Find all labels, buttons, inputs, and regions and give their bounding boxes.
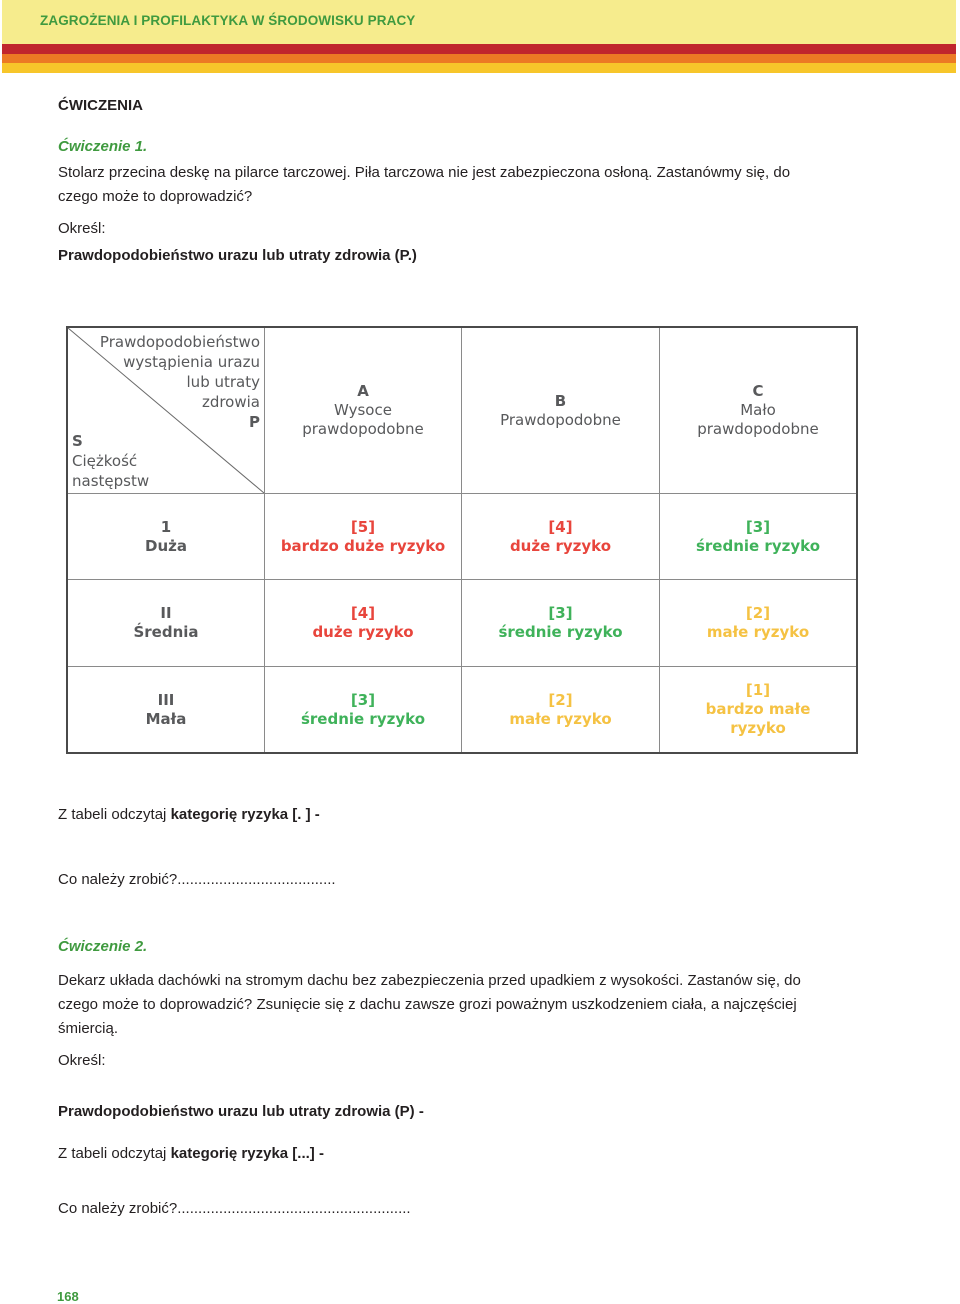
row-header-2: [68, 580, 264, 666]
risk-category: [2]: [548, 690, 573, 709]
risk-label: średnie ryzyko: [300, 709, 425, 728]
exercise2-text-line3: śmiercią.: [58, 1020, 119, 1037]
risk-cell: [462, 580, 659, 666]
risk-category: [3]: [350, 690, 376, 709]
column-label: Mało: [740, 401, 776, 419]
risk-cell: [265, 667, 461, 752]
exercise2-title: Ćwiczenie 2.: [58, 938, 148, 955]
read-category-bold: kategorię ryzyka [. ] -: [170, 806, 320, 823]
risk-category: [4]: [548, 517, 573, 536]
corner-text: Ciężkość: [72, 452, 138, 470]
column-header-b: [462, 328, 659, 493]
risk-category: [3]: [745, 517, 771, 536]
risk-matrix-table: [66, 326, 858, 754]
exercise1-probability: Prawdopodobieństwo urazu lub utraty zdrowia (P.): [58, 247, 417, 264]
risk-category: [4]: [350, 604, 376, 622]
exercise1-determine: Określ:: [58, 220, 106, 237]
row-label: Mała: [145, 709, 187, 728]
risk-label: bardzo małe ryzyko: [705, 700, 811, 737]
row-code: II: [160, 604, 172, 622]
risk-label: średnie ryzyko: [695, 536, 820, 555]
column-code: A: [357, 382, 369, 400]
risk-label: małe ryzyko: [509, 709, 612, 728]
row-code: III: [157, 690, 175, 709]
risk-label: bardzo duże ryzyko: [280, 536, 446, 555]
page-number: 168: [57, 1289, 79, 1304]
section-title: ĆWICZENIA: [58, 97, 143, 114]
corner-text: wystąpienia urazu: [123, 353, 260, 371]
risk-category: [3]: [548, 604, 573, 622]
risk-category: [5]: [350, 517, 376, 536]
column-code: C: [752, 382, 764, 400]
column-label: prawdopodobne: [302, 420, 424, 438]
risk-cell: [265, 494, 461, 579]
read-prefix: Z tabeli odczytaj: [58, 1145, 171, 1162]
exercise1-text-line1: Stolarz przecina deskę na pilarce tarczowej. Piła tarczowa nie jest zabezpieczona osłoną. Zastanówmy się, do: [58, 164, 791, 181]
risk-label: małe ryzyko: [706, 623, 810, 641]
column-header-a: [265, 328, 461, 493]
column-header-c: [660, 328, 856, 493]
risk-cell: [462, 667, 659, 752]
row-code: 1: [160, 517, 172, 536]
column-label: Wysoce: [334, 401, 392, 419]
exercise2-todo: Co należy zrobić?........................................................: [58, 1200, 411, 1217]
risk-label: duże ryzyko: [312, 623, 414, 641]
read-category-bold: kategorię ryzyka [...] -: [170, 1145, 324, 1162]
read-prefix: Z tabeli odczytaj: [58, 806, 171, 823]
exercise2-text-line1: Dekarz układa dachówki na stromym dachu bez zabezpieczenia przed upadkiem z wysokości. Zastanów się, do: [58, 972, 801, 989]
exercise2-text-line2: czego może to doprowadzić? Zsunięcie się z dachu zawsze grozi poważnym uszkodzeniem ciała, a najczęściej: [58, 996, 797, 1013]
header-stripe-red: [2, 44, 956, 54]
exercise2-probability: Prawdopodobieństwo urazu lub utraty zdrowia (P) -: [58, 1103, 424, 1120]
row-label: Duża: [145, 536, 187, 555]
exercise1-read-category: [58, 803, 320, 827]
risk-cell: [462, 494, 659, 579]
header-title: ZAGROŻENIA I PROFILAKTYKA W ŚRODOWISKU PRACY: [40, 13, 416, 28]
corner-text: następstw: [72, 472, 150, 490]
column-label: Prawdopodobne: [500, 410, 621, 429]
probability-axis-label: [100, 332, 260, 432]
column-code: B: [554, 391, 567, 410]
row-header-1: [68, 494, 264, 579]
risk-cell: [660, 494, 856, 579]
header-stripe-orange: [2, 54, 956, 63]
column-label: prawdopodobne: [697, 420, 819, 438]
header-stripe-yellow: [2, 63, 956, 73]
row-header-3: [68, 667, 264, 752]
corner-text: P: [249, 413, 260, 431]
row-label: Średnia: [133, 623, 199, 641]
corner-text: Prawdopodobieństwo: [99, 333, 260, 351]
risk-cell: [265, 580, 461, 666]
corner-text: zdrowia: [201, 393, 260, 411]
exercise2-read-category: [58, 1142, 324, 1166]
risk-category: [2]: [745, 604, 771, 622]
exercise2-determine: Określ:: [58, 1052, 106, 1069]
corner-cell: [68, 328, 264, 493]
risk-cell: [660, 580, 856, 666]
corner-text: lub utraty: [186, 373, 260, 391]
exercise1-text-line2: czego może to doprowadzić?: [58, 188, 253, 205]
exercise1-title: Ćwiczenie 1.: [58, 138, 148, 155]
risk-category: [1]: [745, 681, 771, 699]
risk-label: średnie ryzyko: [498, 623, 623, 641]
risk-label: duże ryzyko: [509, 536, 612, 555]
exercise1-todo: Co należy zrobić?......................................: [58, 871, 336, 888]
severity-axis-label: [72, 431, 149, 491]
corner-text: S: [72, 432, 83, 450]
risk-cell: [660, 667, 856, 752]
